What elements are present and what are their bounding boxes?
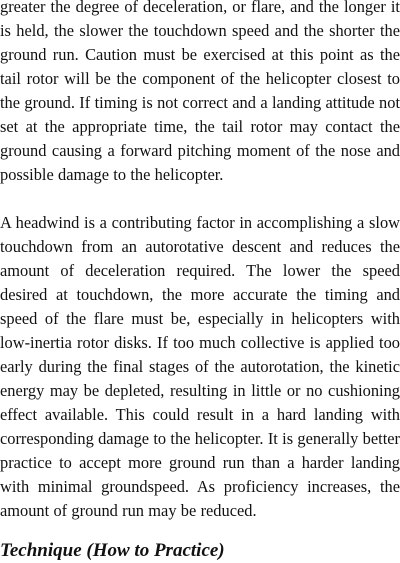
section-heading: Technique (How to Practice) (0, 540, 225, 561)
paragraph-flare-touchdown: greater the degree of deceleration, or flare, and the longer it is held, the slower the touchdown speed and the shorter the ground run. Caution must be exercised at this point as the tail rotor will be the component of the helicopter closest to the ground. If timing is not correct and a landing attitude not set at the appropriate time, the tail rotor may contact the ground causing a forward pitching moment of the nose and possible damage to the helicopter. (0, 0, 400, 184)
paragraph-headwind: A headwind is a contributing factor in accomplishing a slow touchdown from an autorotative descent and reduces the amount of deceleration required. The lower the speed desired at touchdown, the more accurate the timing and speed of the flare must be, especially in helicopters with low-inertia rotor disks. If too much collective is applied too early during the final stages of the autorotation, the kinetic energy may be depleted, resulting in little or no cushioning effect available. This could result in a hard landing with corresponding damage to the helicopter. It is generally better practice to accept more ground run than a harder landing with minimal groundspeed. As proficiency increases, the amount of ground run may be reduced. (0, 213, 400, 520)
